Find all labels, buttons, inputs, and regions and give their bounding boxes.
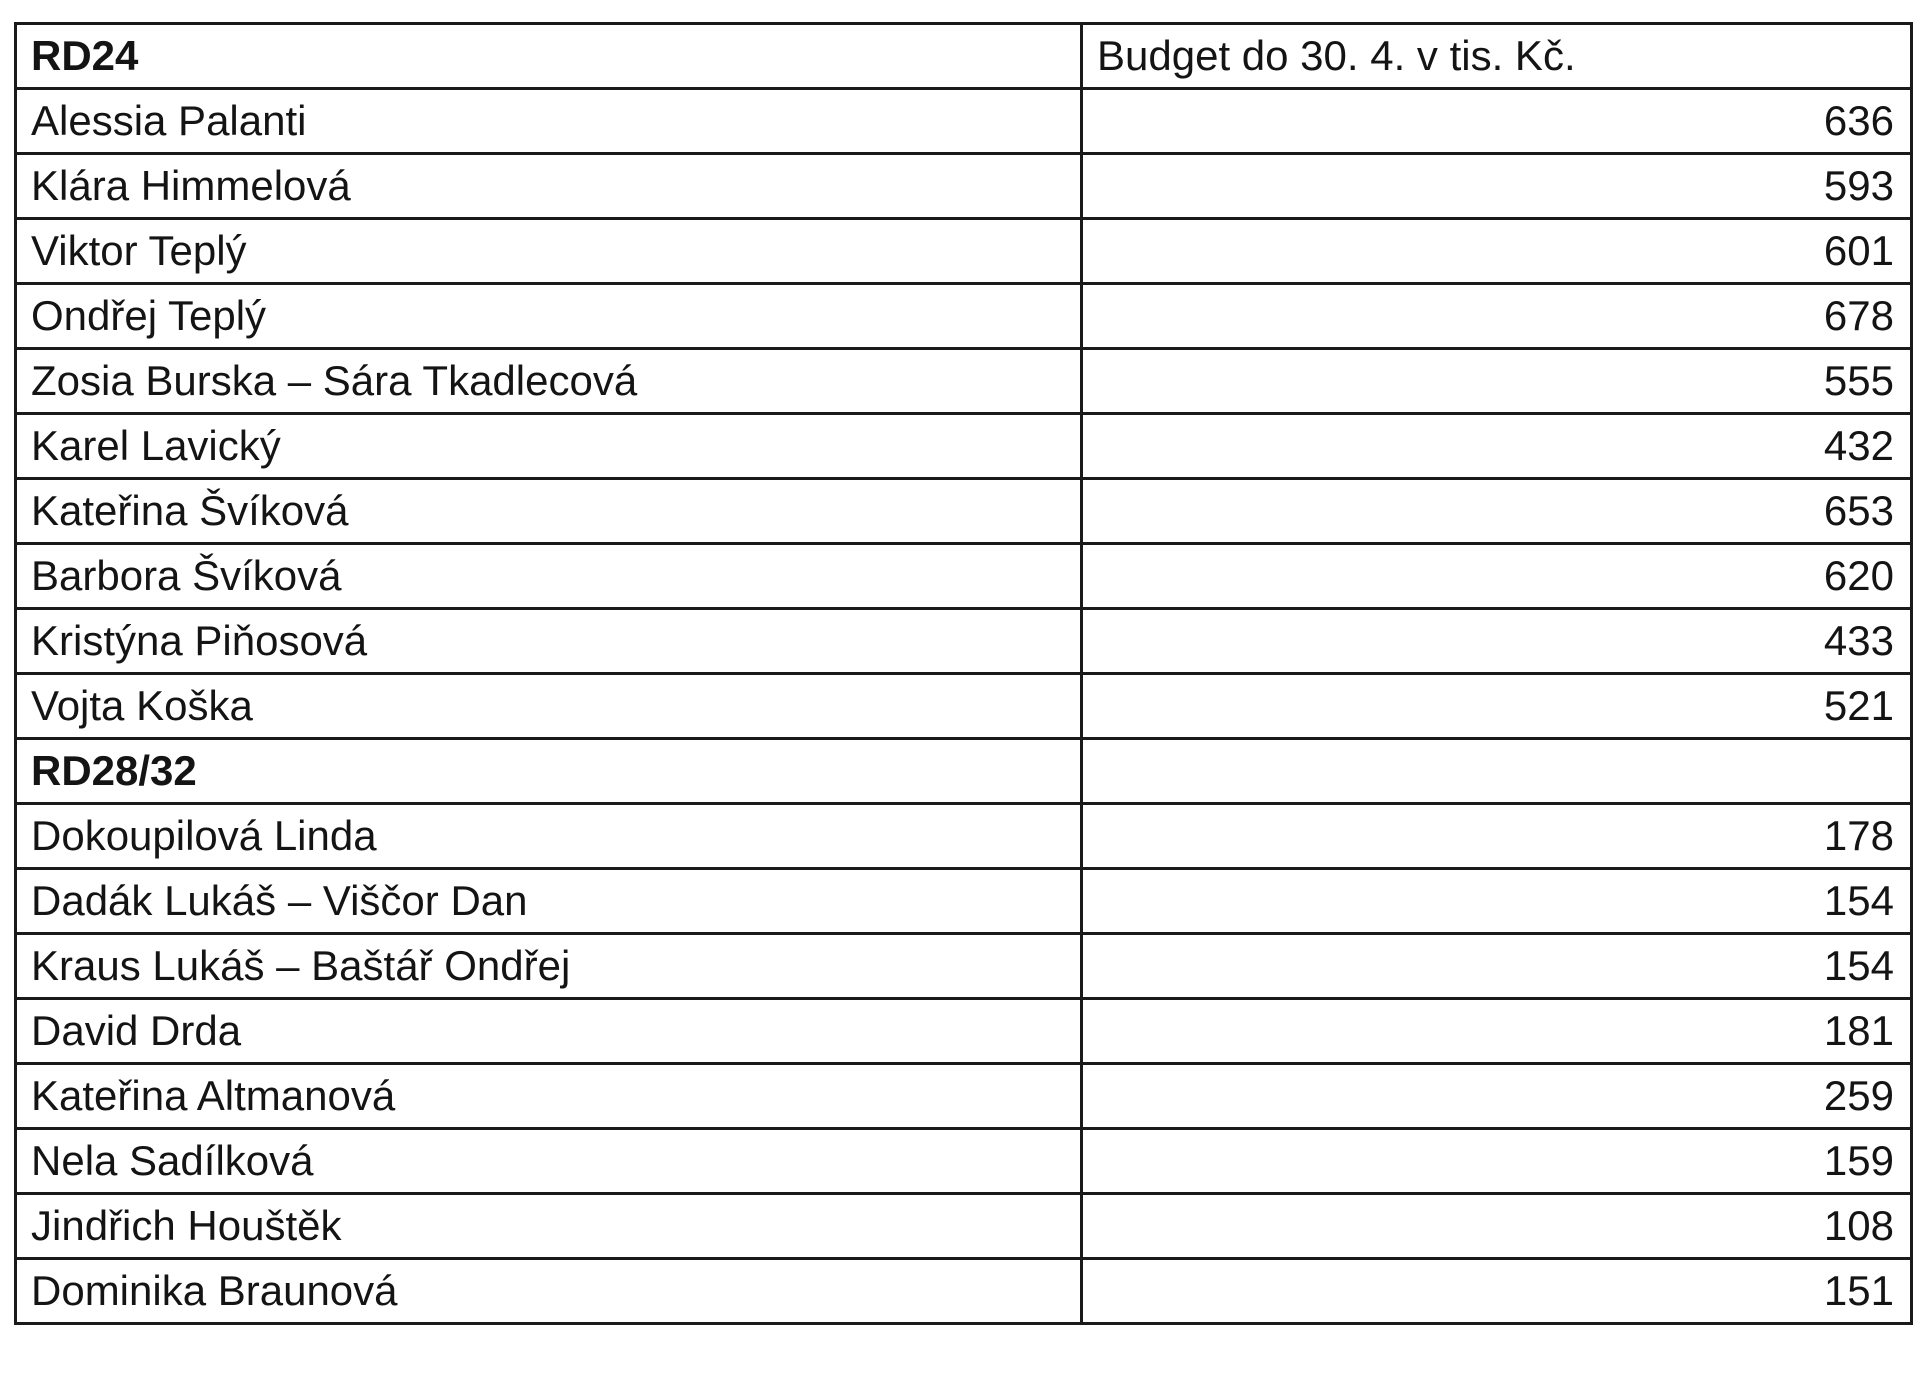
table-row <box>16 154 1912 219</box>
table-row <box>16 674 1912 739</box>
row-budget-value: 636 <box>1082 89 1912 154</box>
table-row <box>16 219 1912 284</box>
table-row <box>16 609 1912 674</box>
section-row-rd2832 <box>16 739 1912 804</box>
row-budget-value: 521 <box>1082 674 1912 739</box>
section-heading-rd24: RD24 <box>16 24 1082 89</box>
row-name: David Drda <box>16 999 1082 1064</box>
row-name: Barbora Švíková <box>16 544 1082 609</box>
table-row <box>16 1259 1912 1324</box>
section-heading-rd2832: RD28/32 <box>16 739 1082 804</box>
table-row <box>16 869 1912 934</box>
table-row <box>16 804 1912 869</box>
row-budget-value: 108 <box>1082 1194 1912 1259</box>
row-budget-value: 678 <box>1082 284 1912 349</box>
row-name: Kristýna Piňosová <box>16 609 1082 674</box>
row-name: Nela Sadílková <box>16 1129 1082 1194</box>
table-row <box>16 934 1912 999</box>
row-name: Ondřej Teplý <box>16 284 1082 349</box>
row-name: Jindřich Houštěk <box>16 1194 1082 1259</box>
row-budget-value: 555 <box>1082 349 1912 414</box>
row-name: Zosia Burska – Sára Tkadlecová <box>16 349 1082 414</box>
row-name: Karel Lavický <box>16 414 1082 479</box>
table-header-row <box>16 24 1912 89</box>
row-budget-value: 154 <box>1082 934 1912 999</box>
row-name: Dominika Braunová <box>16 1259 1082 1324</box>
row-name: Kateřina Švíková <box>16 479 1082 544</box>
row-budget-value: 151 <box>1082 1259 1912 1324</box>
row-budget-value: 433 <box>1082 609 1912 674</box>
row-name: Dokoupilová Linda <box>16 804 1082 869</box>
table-row <box>16 1064 1912 1129</box>
table-row <box>16 1129 1912 1194</box>
table-row <box>16 284 1912 349</box>
section-empty-cell <box>1082 739 1912 804</box>
row-name: Klára Himmelová <box>16 154 1082 219</box>
row-budget-value: 653 <box>1082 479 1912 544</box>
table-row <box>16 1194 1912 1259</box>
row-budget-value: 259 <box>1082 1064 1912 1129</box>
table-row <box>16 349 1912 414</box>
table-row <box>16 89 1912 154</box>
row-budget-value: 432 <box>1082 414 1912 479</box>
row-budget-value: 159 <box>1082 1129 1912 1194</box>
row-budget-value: 601 <box>1082 219 1912 284</box>
table-row <box>16 544 1912 609</box>
budget-column-header: Budget do 30. 4. v tis. Kč. <box>1082 24 1912 89</box>
row-name: Alessia Palanti <box>16 89 1082 154</box>
row-name: Viktor Teplý <box>16 219 1082 284</box>
row-budget-value: 593 <box>1082 154 1912 219</box>
row-budget-value: 620 <box>1082 544 1912 609</box>
table-row <box>16 414 1912 479</box>
row-name: Kraus Lukáš – Baštář Ondřej <box>16 934 1082 999</box>
row-name: Dadák Lukáš – Viščor Dan <box>16 869 1082 934</box>
row-budget-value: 181 <box>1082 999 1912 1064</box>
row-name: Vojta Koška <box>16 674 1082 739</box>
table-row <box>16 999 1912 1064</box>
row-budget-value: 178 <box>1082 804 1912 869</box>
row-name: Kateřina Altmanová <box>16 1064 1082 1129</box>
budget-table <box>14 22 1913 1325</box>
row-budget-value: 154 <box>1082 869 1912 934</box>
table-row <box>16 479 1912 544</box>
